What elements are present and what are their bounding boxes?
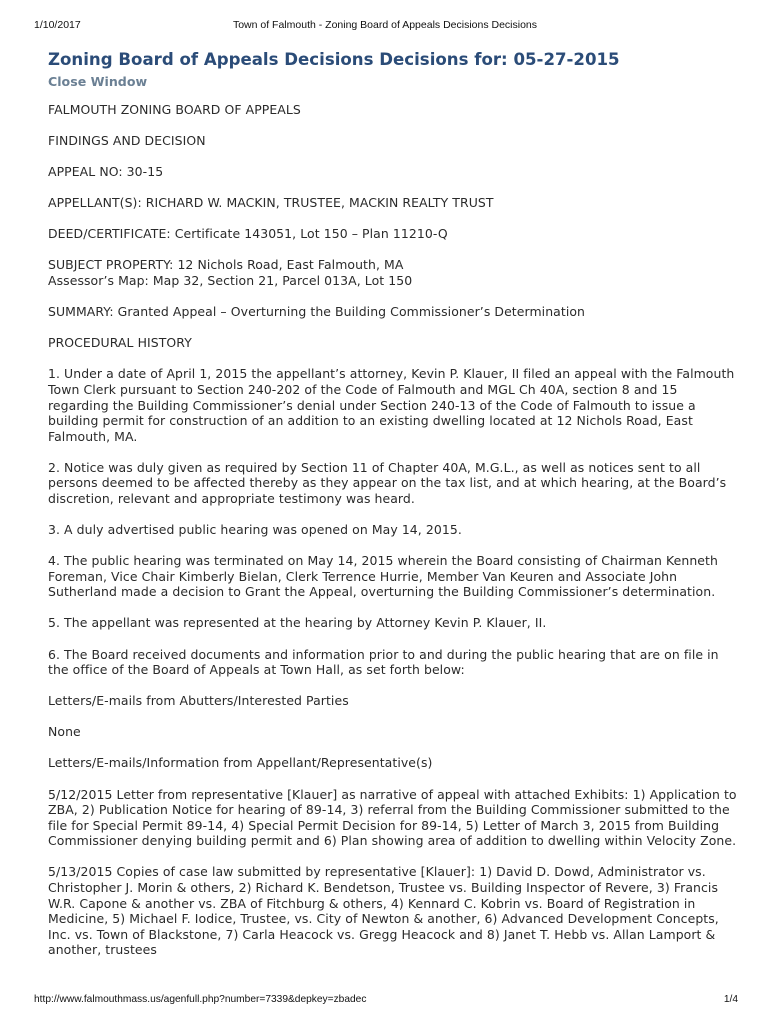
print-date: 1/10/2017 [34,19,81,31]
history-item-2: 2. Notice was duly given as required by Section 11 of Chapter 40A, M.G.L., as well as notices sent to all persons deemed to be affected thereby as they appear on the tax list, and at which hearing, at the Board’s discretion, relevant and appropriate testimony was heard. [48,459,727,506]
subject-property-block [48,257,738,288]
summary: SUMMARY: Granted Appeal – Overturning the Building Commissioner’s Determination [48,304,586,320]
history-item-4: 4. The public hearing was terminated on May 14, 2015 wherein the Board consisting of Chairman Kenneth Foreman, Vice Chair Kimberly Bielan, Clerk Terrence Hurrie, Member Van Keuren and Associate John Sutherland made a decision to Grant the Appeal, overturning the Building Commissioner’s determination. [48,553,718,600]
appeal-number: APPEAL NO: 30-15 [48,164,164,180]
appellant-docs-heading: Letters/E-mails/Information from Appellant/Representative(s) [48,755,433,771]
page-title: Zoning Board of Appeals Decisions Decisions for: 05-27-2015 [48,50,620,69]
document-content [48,49,738,973]
history-item-1: 1. Under a date of April 1, 2015 the appellant’s attorney, Kevin P. Klauer, II filed an appeal with the Falmouth Town Clerk pursuant to Section 240-202 of the Code of Falmouth and MGL Ch 40A, section 8 and 15 regarding the Building Commissioner’s denial under Section 240-13 of the Code of Falmouth to issue a building permit for construction of an addition to an existing dwelling located at 12 Nichols Road, East Falmouth, MA. [48,366,735,444]
page-number: 1/4 [723,994,738,1005]
deed-certificate: DEED/CERTIFICATE: Certificate 143051, Lot 150 – Plan 11210-Q [48,226,448,242]
findings-heading: FINDINGS AND DECISION [48,133,206,149]
history-item-3: 3. A duly advertised public hearing was opened on May 14, 2015. [48,522,462,538]
subject-property: SUBJECT PROPERTY: 12 Nichols Road, East Falmouth, MA [48,257,404,273]
history-item-5: 5. The appellant was represented at the hearing by Attorney Kevin P. Klauer, II. [48,615,547,631]
print-footer [0,994,770,1006]
close-window-link[interactable]: Close Window [48,74,148,89]
abutters-heading: Letters/E-mails from Abutters/Interested Parties [48,693,349,709]
print-page-title: Town of Falmouth - Zoning Board of Appeals Decisions Decisions [232,19,538,31]
appellants: APPELLANT(S): RICHARD W. MACKIN, TRUSTEE, MACKIN REALTY TRUST [48,195,494,211]
procedural-history-heading: PROCEDURAL HISTORY [48,335,192,351]
org-heading: FALMOUTH ZONING BOARD OF APPEALS [48,102,301,117]
assessors-map: Assessor’s Map: Map 32, Section 21, Parcel 013A, Lot 150 [48,273,413,289]
print-url: http://www.falmouthmass.us/agenfull.php?number=7339&depkey=zbadec [34,994,367,1005]
decision-body [48,102,738,958]
print-header [0,19,770,31]
document-entry-0512: 5/12/2015 Letter from representative [Klauer] as narrative of appeal with attached Exhibits: 1) Application to ZBA, 2) Publication Notice for hearing of 89-14, 3) referral from the Building Commissioner submitted to the file for Special Permit 89-14, 4) Special Permit Decision for 89-14, 5) Letter of March 3, 2015 from Building Commissioner denying building permit and 6) Plan showing area of addition to dwelling within Velocity Zone. [48,786,737,849]
history-item-6: 6. The Board received documents and information prior to and during the public hearing that are on file in the office of the Board of Appeals at Town Hall, as set forth below: [48,646,719,678]
abutters-value: None [48,724,81,740]
document-entry-0513: 5/13/2015 Copies of case law submitted by representative [Klauer]: 1) David D. Dowd, Administrator vs. Christopher J. Morin & others, 2) Richard K. Bendetson, Trustee vs. Building Inspector of Revere, 3) Francis W.R. Capone & another vs. ZBA of Fitchburg & others, 4) Kennard C. Kobrin vs. Board of Registration in Medicine, 5) Michael F. Iodice, Trustee, vs. City of Newton & another, 6) Advanced Development Concepts, Inc. vs. Town of Blackstone, 7) Carla Heacock vs. Gregg Heacock and 8) Janet T. Hebb vs. Allan Lamport & another, trustees [48,864,719,958]
